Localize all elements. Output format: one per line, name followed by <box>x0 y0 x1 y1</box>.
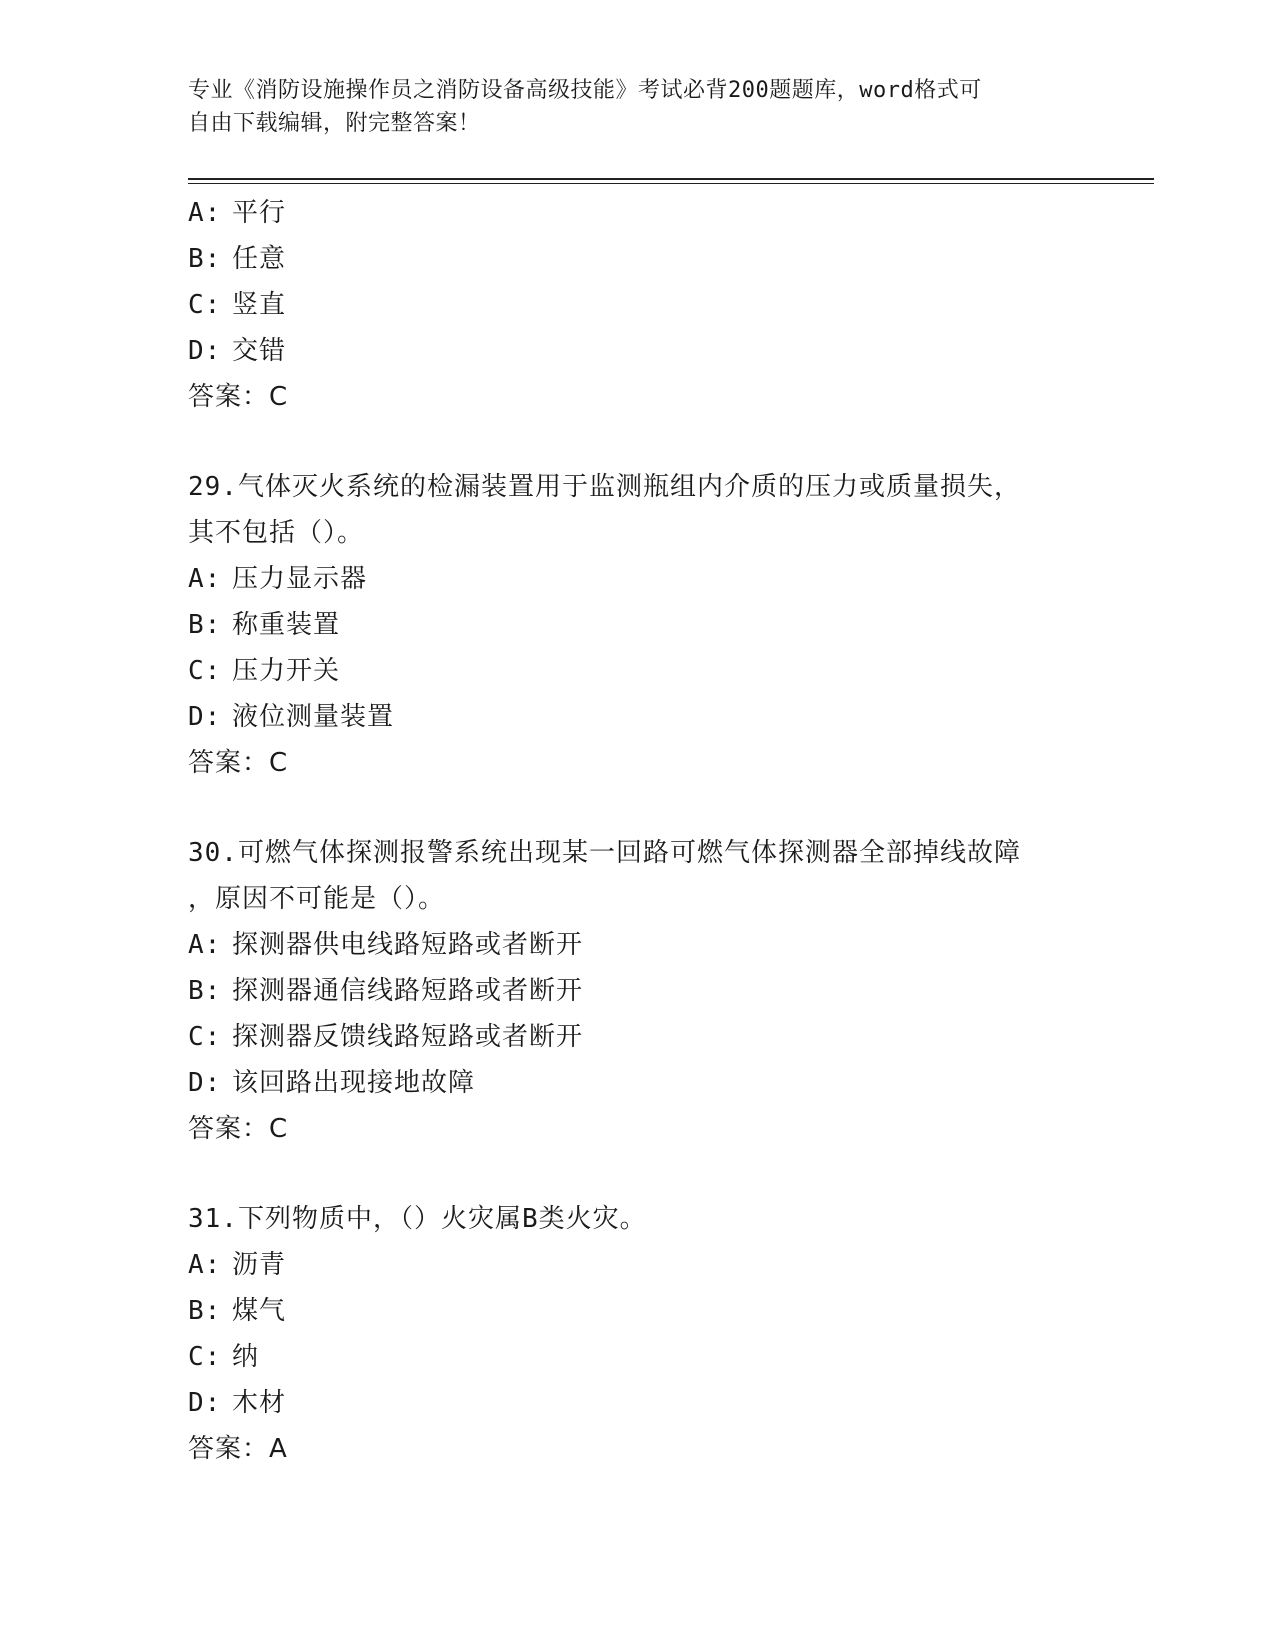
option-b <box>188 968 1108 1014</box>
answer-line: 答案：C <box>188 382 289 412</box>
option-key: D: <box>188 1388 222 1418</box>
option-c <box>188 1014 1108 1060</box>
question-stem-line2: 其不包括（）。 <box>188 518 365 548</box>
header-title-line1: 专业《消防设施操作员之消防设备高级技能》考试必背200题题库，word格式可 <box>188 78 982 103</box>
option-a <box>188 1242 1108 1288</box>
option-key: C: <box>188 1022 222 1052</box>
question-stem-line1: 29.气体灭火系统的检漏装置用于监测瓶组内介质的压力或质量损失， <box>188 472 1021 502</box>
option-key: C: <box>188 1342 222 1372</box>
option-text: 探测器通信线路短路或者断开 <box>232 976 584 1006</box>
option-text: 液位测量装置 <box>232 702 395 732</box>
option-text: 该回路出现接地故障 <box>232 1068 476 1098</box>
option-text: 交错 <box>232 336 287 366</box>
option-text: 纳 <box>232 1342 260 1372</box>
header-divider-thin <box>188 183 1154 184</box>
option-key: D: <box>188 702 222 732</box>
option-text: 任意 <box>232 244 287 274</box>
option-key: A: <box>188 198 222 228</box>
option-key: A: <box>188 564 222 594</box>
question-30 <box>188 830 1108 1152</box>
option-a <box>188 556 1108 602</box>
question-28-continuation <box>188 190 1108 420</box>
option-key: B: <box>188 976 222 1006</box>
header-title-line2: 自由下载编辑，附完整答案！ <box>188 111 481 136</box>
option-b <box>188 1288 1108 1334</box>
question-stem-line1: 30.可燃气体探测报警系统出现某一回路可燃气体探测器全部掉线故障 <box>188 838 1021 868</box>
option-text: 压力开关 <box>232 656 341 686</box>
option-key: A: <box>188 1250 222 1280</box>
option-text: 探测器供电线路短路或者断开 <box>232 930 584 960</box>
option-key: C: <box>188 290 222 320</box>
option-key: C: <box>188 656 222 686</box>
option-text: 煤气 <box>232 1296 287 1326</box>
option-text: 竖直 <box>232 290 287 320</box>
question-list <box>188 190 1108 1472</box>
option-text: 称重装置 <box>232 610 341 640</box>
question-29 <box>188 464 1108 786</box>
question-31 <box>188 1196 1108 1472</box>
option-d <box>188 1380 1108 1426</box>
option-text: 压力显示器 <box>232 564 368 594</box>
header-divider-thick <box>188 178 1154 180</box>
option-key: A: <box>188 930 222 960</box>
option-c <box>188 1334 1108 1380</box>
option-key: B: <box>188 244 222 274</box>
answer-line: 答案：C <box>188 748 289 778</box>
option-d <box>188 328 1108 374</box>
option-d <box>188 694 1108 740</box>
document-header <box>188 74 1088 140</box>
option-a <box>188 190 1108 236</box>
option-key: B: <box>188 1296 222 1326</box>
option-b <box>188 236 1108 282</box>
question-stem-line1: 31.下列物质中，（）火灾属B类火灾。 <box>188 1204 647 1234</box>
answer-line: 答案：A <box>188 1434 288 1464</box>
option-c <box>188 648 1108 694</box>
answer-line: 答案：C <box>188 1114 289 1144</box>
option-key: B: <box>188 610 222 640</box>
option-text: 平行 <box>232 198 287 228</box>
option-text: 探测器反馈线路短路或者断开 <box>232 1022 584 1052</box>
option-d <box>188 1060 1108 1106</box>
option-c <box>188 282 1108 328</box>
option-key: D: <box>188 336 222 366</box>
option-b <box>188 602 1108 648</box>
option-key: D: <box>188 1068 222 1098</box>
option-a <box>188 922 1108 968</box>
question-stem-line2: ，原因不可能是（）。 <box>188 884 446 914</box>
option-text: 木材 <box>232 1388 287 1418</box>
option-text: 沥青 <box>232 1250 287 1280</box>
